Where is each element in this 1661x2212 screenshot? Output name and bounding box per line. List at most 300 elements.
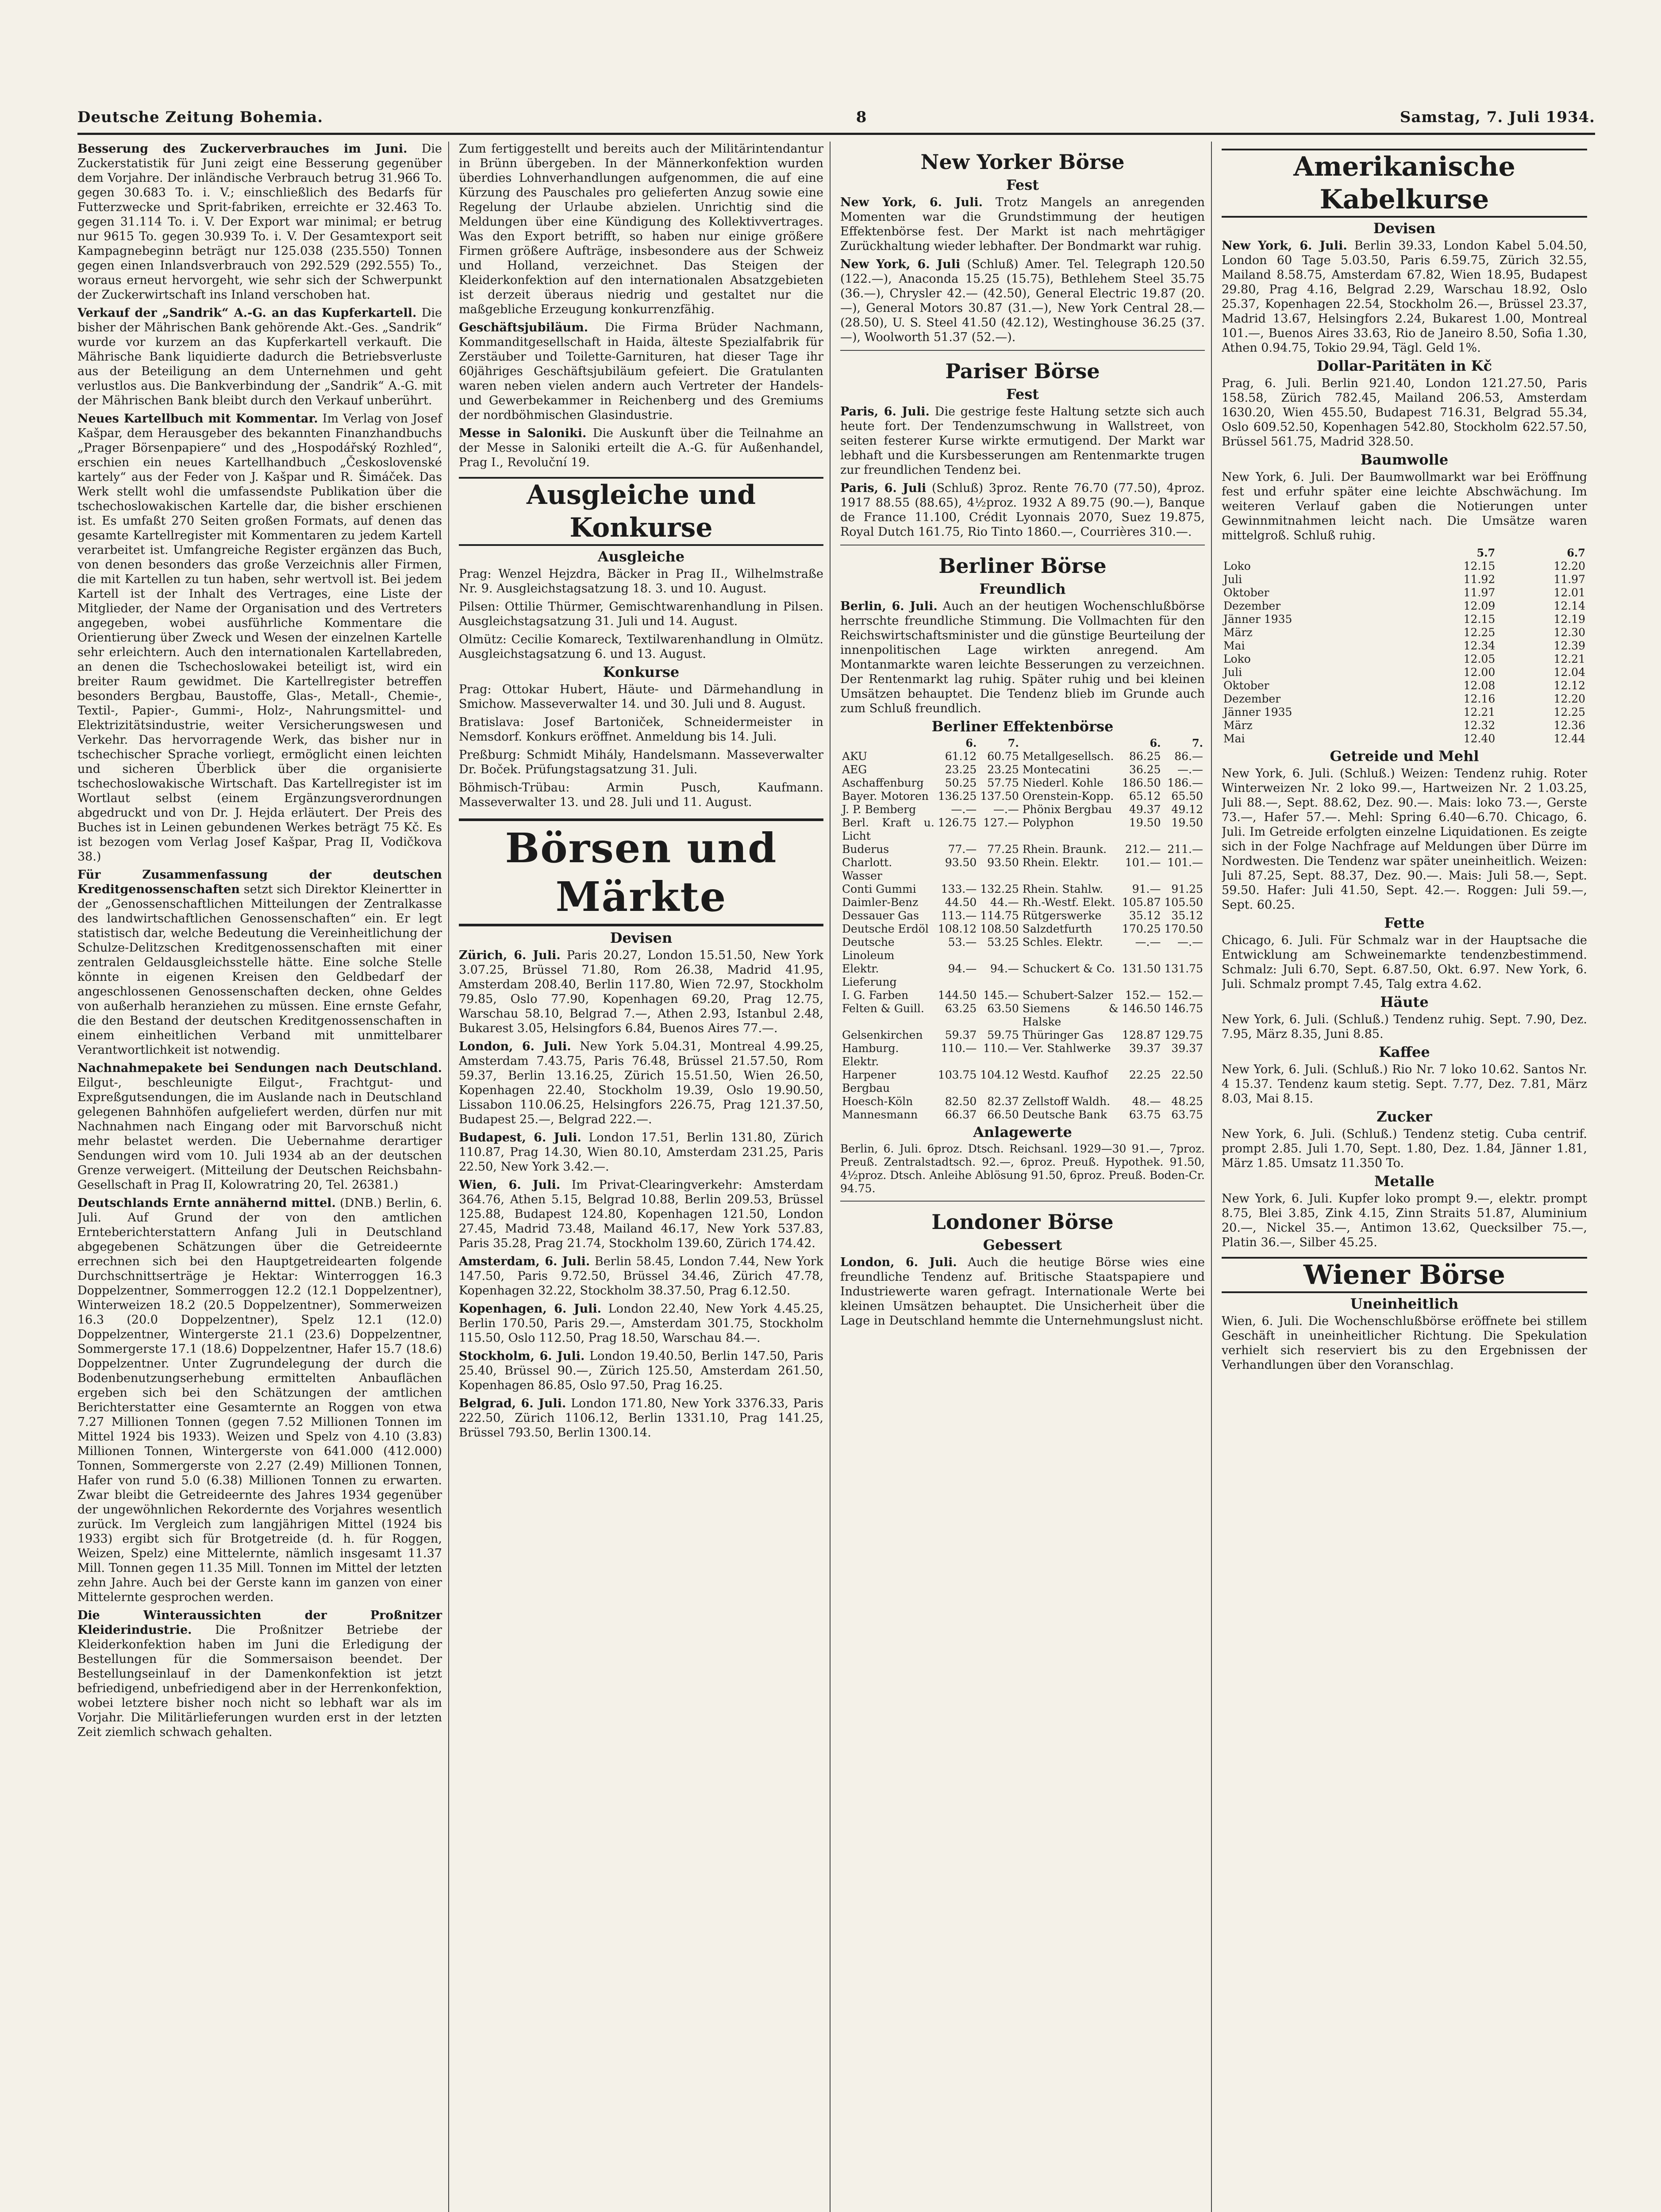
table-cell: 19.50: [1171, 816, 1203, 829]
table-cell: 91.—: [1132, 883, 1161, 895]
column-header: 7.: [1192, 737, 1203, 749]
table-cell: Berl. Kraft u. Licht: [842, 816, 934, 842]
table-row: [1222, 599, 1587, 613]
heading-wiener-boerse: Wiener Börse: [1222, 1257, 1587, 1293]
kaffee-text: New York, 6. Juli. (Schluß.) Rio Nr. 7 loko 10.62. Santos Nr. 4 15.37. Tendenz kaum stetig. Sept. 7.77, Dez. 7.81, März 8.03, Mai 8.15.: [1222, 1063, 1587, 1106]
column-header: 5.7: [1476, 546, 1496, 559]
table-cell: 129.75: [1164, 1029, 1203, 1041]
table-row: [1222, 586, 1587, 599]
table-cell: 186.50: [1122, 776, 1161, 789]
table-cell: Juli: [1223, 666, 1242, 679]
article-text: Die Auskunft über die Teilnahme an der Messe in Saloniki erteilt die A.-G. für Außenhandel, Prag I., Revoluční 19.: [459, 426, 824, 469]
table-cell: I. G. Farben: [842, 989, 909, 1002]
article-paragraph: [459, 1039, 823, 1127]
table-cell: J. P. Bemberg: [842, 803, 916, 816]
table-row: [1222, 679, 1587, 692]
article-text: Paris 20.27, London 15.51.50, New York 3.07.25, Brüssel 71.80, Rom 26.38, Madrid 41.95, Amsterdam 208.40, Berlin 117.80, Wien 72.97, Stockholm 79.85, Oslo 77.90, Kopenhagen 69.20, Prag 12.75, Warschau 58.10, Belgrad 7.—, Athen 2.93, Istanbul 2.48, Bukarest 3.05, Helsingfors 6.84, Buenos Aires 77.—.: [459, 949, 823, 1035]
table-cell: 48.—: [1132, 1095, 1161, 1108]
article-lead: New York, 6. Juli.: [840, 196, 983, 209]
table-cell: —.—: [1177, 763, 1203, 776]
table-cell: 12.05: [1463, 653, 1496, 665]
table-cell: 12.20: [1553, 560, 1585, 572]
article-paragraph: [459, 567, 823, 596]
table-row: [1222, 732, 1587, 745]
table-cell: Rhein. Elektr.: [1022, 856, 1099, 869]
article-paragraph: [459, 1130, 823, 1174]
table-row: [840, 909, 1205, 922]
article-paragraph: [459, 715, 823, 744]
table-cell: 12.30: [1553, 626, 1585, 639]
table-cell: Charlott. Wasser: [842, 856, 892, 882]
issue-date: Samstag, 7. Juli 1934.: [1400, 108, 1595, 126]
table-cell: 36.25: [1129, 763, 1161, 776]
article-paragraph: [840, 1255, 1205, 1328]
article-lead: Nachnahmepakete bei Sendungen nach Deutschland.: [77, 1061, 442, 1075]
table-cell: 49.12: [1171, 803, 1203, 816]
table-cell: 12.34: [1463, 639, 1496, 652]
table-cell: AKU: [842, 750, 867, 763]
table-cell: 113.—: [941, 909, 977, 922]
article-lead: Zürich, 6. Juli.: [459, 949, 561, 962]
table-cell: 61.12: [945, 750, 977, 763]
table-header-row: [1222, 546, 1587, 560]
table-cell: 35.12: [1129, 909, 1161, 922]
table-cell: —.—: [951, 803, 977, 816]
table-row: [840, 856, 1205, 883]
article-text: Im Privat-Clearingverkehr: Amsterdam 364.76, Athen 5.15, Belgrad 10.88, Berlin 209.53, Brüssel 125.88, Budapest 124.80, Kopenhagen 121.50, London 27.45, Madrid 73.48, Mailand 46.17, New York 537.83, Paris 35.28, Prag 21.74, Stockholm 139.60, Zürich 174.42.: [459, 1178, 823, 1250]
table-cell: 82.50: [945, 1095, 977, 1108]
page-number: 8: [856, 108, 867, 126]
article-paragraph: [459, 1349, 823, 1393]
heading-paris: Pariser Börse: [945, 359, 1100, 383]
table-cell: Elektr. Lieferung: [842, 962, 897, 988]
table-cell: 144.50: [938, 989, 977, 1002]
article-text: Auch die heutige Börse wies eine freundliche Tendenz auf. Britische Staatspapiere und Industriewerte waren gefragt. Internationale Werte bei kleinen Umsätzen behauptet. Die Unsicherheit über die Lage in Deutschland hemmte die Unternehmungslust nicht.: [840, 1256, 1205, 1328]
table-row: [840, 962, 1205, 989]
table-cell: 12.32: [1463, 719, 1496, 732]
table-cell: 53.25: [987, 936, 1019, 949]
article-lead: Geschäftsjubiläum.: [459, 321, 588, 334]
table-cell: 63.25: [945, 1002, 977, 1015]
article-lead: London, 6. Juli.: [459, 1040, 571, 1053]
table-row: [840, 803, 1205, 816]
heading-london: Londoner Börse: [931, 1210, 1114, 1234]
table-row: [840, 1042, 1205, 1068]
anlagewerte-text: Berlin, 6. Juli. 6proz. Dtsch. Reichsanl. 1929—30 91.—, 7proz. Preuß. Zentralstadtsch. 92.—, 6proz. Preuß. Hypothek. 91.50, 4½proz. Dtsch. Anleihe Ablösung 91.50, 6proz. Preuß. Boden-Cr. 94.75.: [840, 1142, 1205, 1195]
table-row: [840, 790, 1205, 803]
article-lead: Berlin, 6. Juli.: [840, 599, 938, 613]
table-cell: 12.08: [1463, 679, 1496, 692]
table-cell: 77.25: [987, 843, 1019, 856]
article-text: London 171.80, New York 3376.33, Paris 222.50, Zürich 1106.12, Berlin 1331.10, Prag 141.25, Brüssel 793.50, Berlin 1300.14.: [459, 1397, 823, 1440]
column-header: [840, 737, 936, 750]
table-row: [840, 1108, 1205, 1121]
table-row: [840, 989, 1205, 1002]
subheading-wien: Uneinheitlich: [1350, 1295, 1459, 1312]
table-cell: 126.75: [938, 816, 977, 829]
table-cell: Thüringer Gas: [1022, 1029, 1104, 1041]
masthead-title: Deutsche Zeitung Bohemia.: [77, 108, 323, 126]
article-paragraph: [840, 195, 1205, 253]
table-cell: 105.87: [1122, 896, 1161, 909]
article-lead: Die Winteraussichten der Proßnitzer Kleiderindustrie.: [77, 1609, 442, 1637]
table-cell: März: [1223, 626, 1253, 639]
konkurse-list: [459, 682, 823, 810]
article-text: setzt sich Direktor Kleinertter in der „Genossenschaftlichen Mitteilungen der Zentralkasse des landwirtschaftlichen Genossenschaften“ ein. Er legt statistisch dar, welche Bedeutung die Vereinheitlichung der Schulze-Delitzschen Kreditgenossenschaften mit einer zentralen Geldausgleichsstelle hätte. Eine solche Stelle könnte in eigenen Kreisen den Geldbedarf der angeschlossenen Genossenschaften decken, ohne Geldes von außerhalb heranziehen zu müssen. Eine ernste Gefahr, die den Bestand der deutschen Kreditgenossenschaften in einem einheitlichen Verband mit unmittelbarer Verantwortlichkeit ist notwendig.: [77, 883, 442, 1057]
table-cell: 44.—: [990, 896, 1019, 909]
article-paragraph: [840, 599, 1205, 716]
table-cell: Rh.-Westf. Elekt.: [1022, 896, 1115, 909]
table-cell: 44.50: [945, 896, 977, 909]
article-text: Böhmisch-Trübau: Armin Pusch, Kaufmann. Masseverwalter 13. und 28. Juli und 11. August.: [459, 781, 823, 809]
table-cell: Schubert-Salzer: [1022, 989, 1113, 1002]
article-text: London 17.51, Berlin 131.80, Zürich 110.87, Prag 14.30, Wien 80.10, Amsterdam 231.25, Paris 22.50, New York 3.42.—.: [459, 1131, 824, 1174]
page-header: [77, 102, 1595, 135]
table-cell: —.—: [993, 803, 1019, 816]
metalle-text: New York, 6. Juli. Kupfer loko prompt 9.—, elektr. prompt 8.75, Blei 3.85, Zink 4.15, Zinn Straits 51.87, Aluminium 20.—, Nickel 35.—, Antimon 13.62, Quecksilber 75.—, Platin 36.—, Silber 45.25.: [1222, 1192, 1587, 1249]
table-cell: 11.97: [1463, 586, 1496, 599]
table-row: [840, 883, 1205, 896]
article-lead: Neues Kartellbuch mit Kommentar.: [77, 412, 318, 426]
article-lead: Für Zusammenfassung der deutschen Kreditgenossenschaften: [77, 868, 442, 896]
table-cell: 131.50: [1122, 962, 1161, 975]
table-cell: 12.15: [1463, 613, 1496, 626]
article-paragraph: [459, 682, 823, 711]
article-text: Zum fertiggestellt und bereits auch der Militärintendantur in Brünn übergeben. In der Männerkonfektion wurden überdies Lohnverhandlungen aufgenommen, die auf eine Kürzung des Pauschales pro gelieferten Anzug sowie eine Regelung der Urlaube abzielen. Unrichtig sind die Meldungen über eine Kündigung des Kollektivvertrages. Was den Export betrifft, so haben nur einige größere Firmen größere Aufträge, insbesondere aus der Schweiz und Holland, verzeichnet. Das Steigen der Kleiderkonfektion auf den internationalen Absatzgebieten ist derzeit überaus niedrig und gestaltet nur die maßgebliche Erzeugung konkurrenzfähig.: [459, 142, 823, 316]
table-cell: 12.01: [1553, 586, 1585, 599]
table-cell: 53.—: [948, 936, 977, 949]
table-cell: Deutsche Linoleum: [842, 936, 895, 962]
baumwolle-table: [1222, 546, 1587, 653]
article-paragraph: [459, 948, 823, 1036]
table-row: [840, 922, 1205, 936]
table-cell: Rütgerswerke: [1022, 909, 1102, 922]
table-cell: 12.00: [1463, 666, 1496, 679]
table-cell: Oktober: [1223, 679, 1269, 692]
table-cell: Felten & Guill.: [842, 1002, 924, 1015]
article-lead: Wien, 6. Juli.: [459, 1178, 561, 1192]
table-cell: Salzdetfurth: [1022, 922, 1092, 935]
article-text: Prag: Ottokar Hubert, Häute- und Därmehandlung in Smichow. Masseverwalter 14. und 30. Juli und 8. August.: [459, 683, 823, 711]
section-heading-boersen: Börsen und Märkte: [459, 818, 823, 926]
column-3: [840, 142, 1212, 2212]
article-lead: Besserung des Zuckerverbrauches im Juni.: [77, 142, 408, 156]
table-cell: Bayer. Motoren: [842, 790, 929, 803]
heading-kaffee: Kaffee: [1379, 1044, 1430, 1060]
table-cell: 152.—: [1125, 989, 1161, 1002]
table-row: [1222, 706, 1587, 719]
table-cell: 127.—: [983, 816, 1019, 829]
article-text: Berlin 58.45, London 7.44, New York 147.50, Paris 9.72.50, Brüssel 34.46, Zürich 47.78, Kopenhagen 32.22, Stockholm 38.37.50, Prag 6.12.50.: [459, 1255, 823, 1298]
table-row: [1222, 573, 1587, 586]
table-cell: 50.25: [945, 776, 977, 789]
article-paragraph: [459, 320, 823, 422]
table-cell: Westd. Kaufhof: [1022, 1068, 1108, 1081]
table-cell: Aschaffenburg: [842, 776, 924, 789]
table-row: [1222, 613, 1587, 626]
article-paragraph: [77, 142, 442, 302]
column-2: [459, 142, 830, 2212]
article-text: Prag: Wenzel Hejzdra, Bäcker in Prag II., Wilhelmstraße Nr. 9. Ausgleichstagsatzung 18. 3. und 10. August.: [459, 567, 823, 595]
article-paragraph: [77, 1061, 442, 1192]
table-cell: Siemens & Halske: [1022, 1002, 1119, 1028]
table-cell: 63.75: [1171, 1108, 1203, 1121]
london-text: [840, 1255, 1205, 1328]
table-cell: Jänner 1935: [1223, 706, 1292, 718]
table-row: [840, 936, 1205, 962]
table-row: [1222, 626, 1587, 639]
table-cell: 12.12: [1553, 679, 1585, 692]
table-cell: Mannesmann: [842, 1108, 918, 1121]
table-cell: 12.25: [1463, 626, 1496, 639]
table-row: [1222, 653, 1587, 666]
article-text: Die Proßnitzer Betriebe der Kleiderkonfektion haben im Juni die Erledigung der Bestellungen für die Sommersaison beendet. Der Bestellungseinlauf in der Damenkonfektion ist jetzt befriedigend, unbefriedigend aber in der Herrenkonfektion, wobei letztere bisher noch nicht so lebhaft war als im Vorjahr. Die Militärlieferungen wurden erst in der letzten Zeit ziemlich schwach gehalten.: [77, 1623, 442, 1739]
table-cell: 60.75: [987, 750, 1019, 763]
table-cell: Gelsenkirchen: [842, 1029, 923, 1041]
kabel-text: [1222, 238, 1587, 355]
table-header-row: [840, 737, 1205, 750]
table-cell: AEG: [842, 763, 867, 776]
table-row: [840, 1095, 1205, 1108]
table-cell: Montecatini: [1022, 763, 1090, 776]
table-cell: 39.37: [1171, 1042, 1203, 1055]
table-cell: 12.15: [1463, 560, 1496, 572]
table-cell: Daimler-Benz: [842, 896, 919, 909]
table-cell: 66.37: [945, 1108, 977, 1121]
article-lead: New York, 6. Juli.: [1222, 239, 1347, 253]
table-cell: 59.37: [945, 1029, 977, 1041]
table-cell: Deutsche Erdöl: [842, 922, 929, 935]
table-row: [840, 750, 1205, 763]
table-cell: 212.—: [1125, 843, 1161, 856]
article-text: (Schluß) 3proz. Rente 76.70 (77.50), 4proz. 1917 88.55 (88.65), 4½proz. 1932 A 89.75 (90.—), Banque de France 11.100, Crédit Lyonnais 2070, Suez 19.875, Royal Dutch 161.75, Rio Tinto 1860.—, Courrières 310.—.: [840, 481, 1205, 539]
article-paragraph: [459, 1178, 823, 1251]
article-paragraph: [459, 780, 823, 810]
article-paragraph: [459, 142, 823, 317]
subheading-anlagewerte: Anlagewerte: [973, 1124, 1072, 1141]
table-cell: Mai: [1223, 639, 1245, 652]
table-cell: Juli: [1223, 573, 1242, 586]
article-lead: Paris, 6. Juli.: [840, 405, 930, 419]
table-cell: Dezember: [1223, 599, 1281, 612]
article-lead: Belgrad, 6. Juli.: [459, 1397, 566, 1410]
table-cell: 12.21: [1553, 653, 1585, 665]
heading-newyork: New Yorker Börse: [920, 150, 1125, 174]
article-text: Die gestrige feste Haltung setzte sich auch heute fort. Der Tendenzumschwung in Wallstreet, von seiten festerer Kurse wirkte ermutigend. Der Markt war lebhaft und die Kursbesserungen am Rentenmarkte trugen zur freundlichen Tendenz bei.: [840, 405, 1205, 477]
article-paragraph: [840, 481, 1205, 539]
article-paragraph: [459, 1302, 823, 1345]
table-cell: 114.75: [980, 909, 1019, 922]
column-header: [1021, 737, 1120, 750]
table-row: [840, 816, 1205, 843]
article-paragraph: [459, 632, 823, 661]
heading-zucker: Zucker: [1376, 1108, 1432, 1125]
devisen-list: [459, 948, 823, 1440]
table-row: [840, 896, 1205, 909]
table-cell: Schuckert & Co.: [1022, 962, 1115, 975]
table-cell: Rhein. Stahlw.: [1022, 883, 1103, 895]
article-text: Berlin 39.33, London Kabel 5.04.50, London 60 Tage 5.03.50, Paris 6.59.75, Zürich 32.55, Mailand 8.58.75, Amsterdam 67.82, Wien 18.95, Budapest 29.80, Prag 4.16, Belgrad 2.29, Warschau 18.92, Oslo 25.37, Kopenhagen 22.54, Stockholm 26.—, Brüssel 23.37, Madrid 13.67, Helsingfors 2.24, Bukarest 1.00, Montreal 101.—, Buenos Aires 33.63, Rio de Janeiro 8.50, Sofia 1.30, Athen 0.94.75, Tokio 29.94, Tägl. Geld 1%.: [1222, 239, 1587, 355]
table-cell: 11.97: [1553, 573, 1585, 586]
divider: [840, 1201, 1205, 1202]
article-paragraph: [840, 404, 1205, 477]
fette-text: Chicago, 6. Juli. Für Schmalz war in der Hauptsache die Entwicklung am Schweinemarkte tendenzbestimmend. Schmalz: Juli 6.70, Sept. 6.87.50, Okt. 6.97. New York, 6. Juli. Schmalz prompt 7.45, Talg extra 4.62.: [1222, 933, 1587, 991]
column-header: 6.7: [1567, 546, 1585, 559]
subheading-newyork: Fest: [1006, 177, 1039, 193]
table-cell: 101.—: [1125, 856, 1161, 869]
table-cell: 145.—: [983, 989, 1019, 1002]
table-row: [1222, 639, 1587, 653]
article-text: London 19.40.50, Berlin 147.50, Paris 25.40, Brüssel 90.—, Zürich 125.50, Amsterdam 261.50, Kopenhagen 86.85, Oslo 97.50, Prag 16.25.: [459, 1349, 824, 1392]
table-row: [840, 776, 1205, 790]
table-cell: 12.20: [1553, 692, 1585, 705]
heading-baumwolle: Baumwolle: [1360, 451, 1449, 468]
table-cell: 101.—: [1167, 856, 1203, 869]
table-cell: Buderus: [842, 843, 889, 856]
table-cell: Oktober: [1223, 586, 1269, 599]
berlin-text: [840, 599, 1205, 716]
article-paragraph: [459, 1396, 823, 1440]
table-row: [1222, 692, 1587, 706]
table-row: [840, 1002, 1205, 1029]
table-cell: Mai: [1223, 732, 1245, 745]
table-cell: 12.21: [1463, 706, 1496, 718]
article-paragraph: [77, 306, 442, 408]
table-cell: 86.—: [1174, 750, 1203, 763]
heading-berlin: Berliner Börse: [938, 554, 1107, 578]
table-cell: Harpener Bergbau: [842, 1068, 896, 1094]
table-cell: 23.25: [945, 763, 977, 776]
article-paragraph: [459, 1254, 823, 1298]
column-1: [77, 142, 449, 2212]
heading-fette: Fette: [1384, 914, 1425, 931]
table-row: [1222, 560, 1587, 573]
article-text: New York 5.04.31, Montreal 4.99.25, Amsterdam 7.43.75, Paris 76.48, Brüssel 21.57.50, Rom 59.37, Berlin 13.16.25, Zürich 15.51.50, Wien 26.50, Kopenhagen 22.40, Stockholm 19.39, Oslo 19.90.50, Lissabon 110.06.25, Helsingfors 226.75, Prag 121.37.50, Budapest 25.—, Belgrad 222.—.: [459, 1040, 823, 1126]
table-cell: 12.09: [1463, 599, 1496, 612]
table-cell: 65.50: [1171, 790, 1203, 803]
column-header: 6.: [1150, 737, 1161, 749]
table-cell: 94.—: [990, 962, 1019, 975]
subheading-devisen: Devisen: [610, 929, 673, 946]
subheading-konkurse: Konkurse: [603, 664, 680, 680]
table-cell: 19.50: [1129, 816, 1161, 829]
subheading-paris: Fest: [1006, 386, 1039, 403]
article-paragraph: [840, 257, 1205, 345]
table-cell: 132.25: [980, 883, 1019, 895]
table-cell: 133.—: [941, 883, 977, 895]
table-cell: Ver. Stahlwerke: [1022, 1042, 1111, 1055]
table-cell: Rhein. Braunk.: [1022, 843, 1107, 856]
subheading-ausgleiche: Ausgleiche: [597, 548, 685, 565]
article-paragraph: [77, 411, 442, 864]
table-cell: 82.37: [987, 1095, 1019, 1108]
article-lead: New York, 6. Juli: [840, 257, 961, 271]
table-cell: 12.25: [1553, 706, 1585, 718]
article-lead: Budapest, 6. Juli.: [459, 1131, 581, 1144]
table-cell: 108.50: [980, 922, 1019, 935]
subheading-devisen-kabel: Devisen: [1373, 220, 1436, 237]
table-cell: Loko: [1223, 560, 1251, 572]
table-cell: Jänner 1935: [1223, 613, 1292, 626]
newyork-text: [840, 195, 1205, 345]
section-heading-ausgleiche: Ausgleiche und Konkurse: [459, 477, 823, 546]
table-cell: 59.75: [987, 1029, 1019, 1041]
table-cell: 48.25: [1171, 1095, 1203, 1108]
heading-dollar-paritaeten: Dollar-Paritäten in Kč: [1316, 357, 1492, 374]
table-cell: 22.25: [1129, 1068, 1161, 1081]
heading-kabelkurse: Amerikanische Kabelkurse: [1222, 149, 1587, 218]
article-lead: Verkauf der „Sandrik“ A.-G. an das Kupferkartell.: [77, 306, 417, 320]
article-lead: Deutschlands Ernte annähernd mittel.: [77, 1196, 336, 1210]
article-text: Die bisher der Mährischen Bank gehörende Akt.-Ges. „Sandrik“ wurde vor kurzem an das Kupferkartell verkauft. Die Mährische Bank liquidierte dadurch die Betriebsverluste aus der Beteiligung an dem Unternehmen und geht verlustlos aus. Die Bankverbindung der „Sandrik“ A.-G. mit der Mährischen Bank bleibt durch den Verkauf unberührt.: [77, 306, 442, 407]
article-paragraph: [77, 1608, 442, 1740]
table-cell: 105.50: [1164, 896, 1203, 909]
table-cell: 146.50: [1122, 1002, 1161, 1015]
table-cell: Niederl. Kohle: [1022, 776, 1104, 789]
table-cell: 66.50: [987, 1108, 1019, 1121]
table-cell: 136.25: [938, 790, 977, 803]
columns: [77, 142, 1595, 2212]
article-lead: Messe in Saloniki.: [459, 426, 587, 440]
article-text: Bratislava: Josef Bartoniček, Schneidermeister in Nemsdorf. Konkurs eröffnet. Anmeldung bis 14. Juli.: [459, 715, 823, 744]
table-cell: 12.04: [1553, 666, 1585, 679]
table-cell: 108.12: [938, 922, 977, 935]
table-cell: Hamburg. Elektr.: [842, 1042, 899, 1068]
table-cell: Phönix Bergbau: [1022, 803, 1112, 816]
article-lead: Paris, 6. Juli: [840, 481, 927, 495]
table-cell: 12.36: [1553, 719, 1585, 732]
table-cell: 103.75: [938, 1068, 977, 1081]
table-cell: Dezember: [1223, 692, 1281, 705]
table-cell: 49.37: [1129, 803, 1161, 816]
table-cell: 65.12: [1129, 790, 1161, 803]
table-cell: 146.75: [1164, 1002, 1203, 1015]
article-lead: London, 6. Juli.: [840, 1256, 957, 1269]
table-row: [840, 843, 1205, 856]
divider: [840, 350, 1205, 351]
table-cell: 77.—: [948, 843, 977, 856]
table-cell: 39.37: [1129, 1042, 1161, 1055]
article-text: Pilsen: Ottilie Thürmer, Gemischtwarenhandlung in Pilsen. Ausgleichstagsatzung 31. Juli und 14. August.: [459, 600, 823, 628]
table-cell: 211.—: [1167, 843, 1203, 856]
table-row: [1222, 666, 1587, 679]
ausgleiche-list: [459, 567, 823, 661]
table-cell: 12.16: [1463, 692, 1496, 705]
table-cell: 110.—: [941, 1042, 977, 1055]
table-cell: Zellstoff Waldh.: [1022, 1095, 1111, 1108]
article-paragraph: [77, 868, 442, 1057]
table-cell: 104.12: [980, 1068, 1019, 1081]
table-cell: 12.44: [1553, 732, 1585, 745]
table-row: [840, 1029, 1205, 1042]
table-cell: 57.75: [987, 776, 1019, 789]
article-text: Preßburg: Schmidt Mihály, Handelsmann. Masseverwalter Dr. Boček. Prüfungstagsatzung 31. Juli.: [459, 748, 823, 776]
table-cell: 170.50: [1164, 922, 1203, 935]
table-cell: 94.—: [948, 962, 977, 975]
table-row: [840, 763, 1205, 776]
dollar-text: Prag, 6. Juli. Berlin 921.40, London 121.27.50, Paris 158.58, Zürich 782.45, Mailand 206.53, Amsterdam 1630.20, Wien 455.50, Budapest 716.31, Belgrad 55.34, Oslo 609.52.50, Kopenhagen 542.80, Stockholm 622.57.50, Brüssel 561.75, Madrid 328.50.: [1222, 376, 1587, 449]
article-text: Olmütz: Cecilie Komareck, Textilwarenhandlung in Olmütz. Ausgleichstagsatzung 6. und 13. August.: [459, 633, 823, 661]
economic-news-continued: [459, 142, 823, 470]
table-cell: 93.50: [945, 856, 977, 869]
column-header: 7.: [1007, 737, 1019, 749]
wiener-text: Wien, 6. Juli. Die Wochenschlußbörse eröffnete bei stillem Geschäft in uneinheitlicher Richtung. Die Spekulation verhielt sich reserviert bis zu den Ergebnissen der Verhandlungen über den Voranschlag.: [1222, 1314, 1587, 1372]
neworleans-table: [1222, 653, 1587, 745]
table-cell: Polyphon: [1022, 816, 1074, 829]
table-cell: Schles. Elektr.: [1022, 936, 1103, 949]
heading-metalle: Metalle: [1374, 1173, 1434, 1190]
column-header: [1222, 546, 1407, 560]
